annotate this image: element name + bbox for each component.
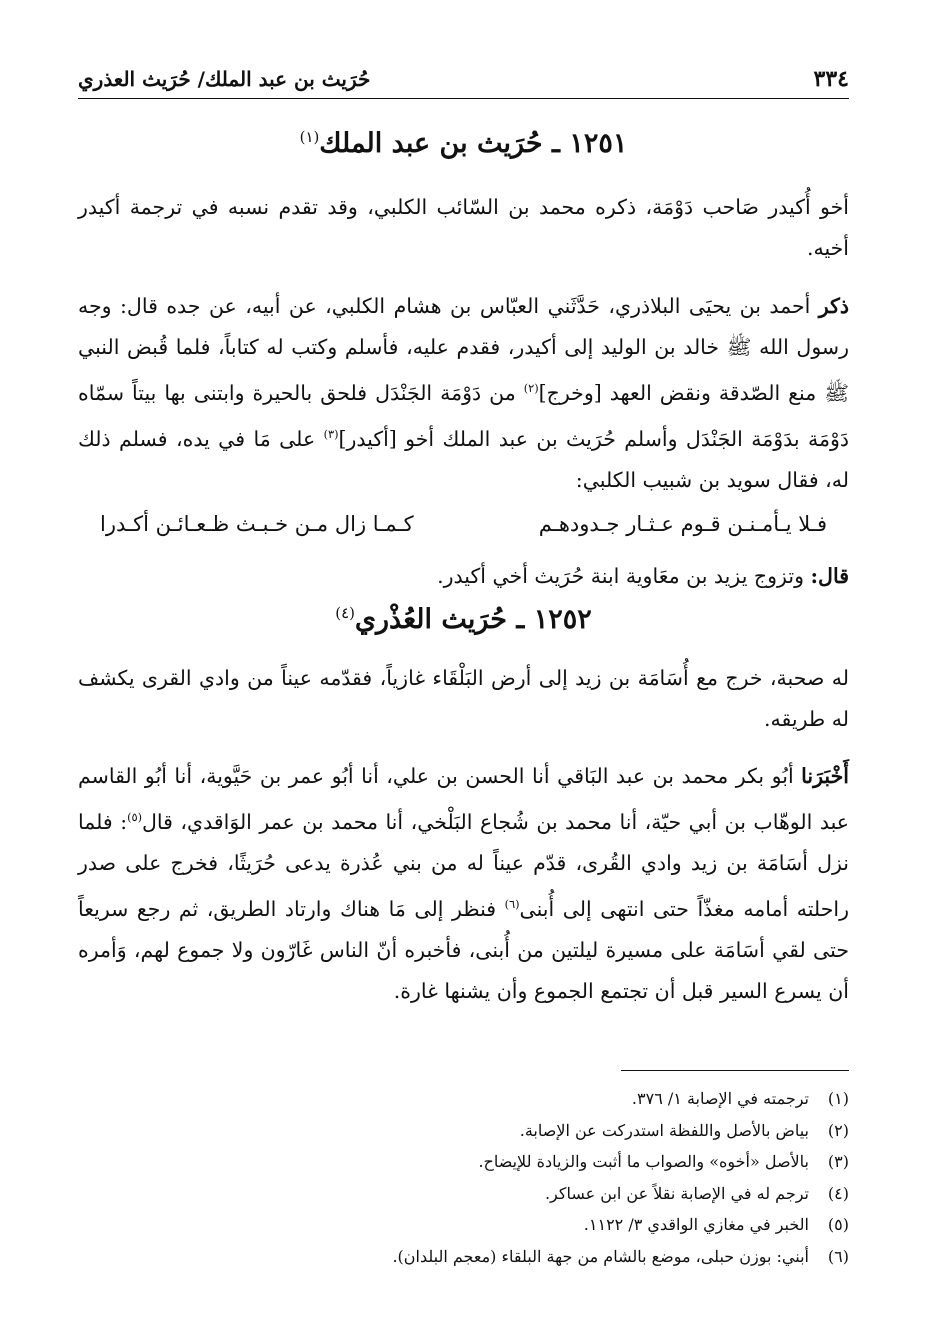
- footnote-text: ترجمته في الإصابة ١/ ٣٧٦.: [631, 1089, 809, 1108]
- footnote-text: الخبر في مغازي الواقدي ٣/ ١١٢٢.: [583, 1215, 809, 1234]
- entry-heading-1252: [78, 604, 849, 635]
- footnote: [78, 1209, 849, 1241]
- paragraph-text: : فلما نزل أسَامَة بن زيد وادي القُرى، قدّم عيناً له من بني عُذرة يدعى حُرَيثًا، فخرج على صدر راحلته أمامه مغذّاً حتى انتهى إلى أُبنى: [78, 809, 849, 921]
- paragraph-text: على مَا في يده، فسلم ذلك له، فقال سويد بن شبيب الكلبي:: [78, 426, 849, 492]
- paragraph-text: وتزوج يزيد بن معَاوية ابنة حُرَيث أخي أكيدر.: [437, 564, 811, 588]
- footnote-text: بالأصل «أخوه» والصواب ما أثبت والزيادة للإيضاح.: [478, 1152, 809, 1171]
- footnote: [78, 1241, 849, 1273]
- footnote-text: أبني: بوزن حبلى، موضع بالشام من جهة البلقاء (معجم البلدان).: [392, 1246, 809, 1266]
- footnote: [78, 1146, 849, 1178]
- paragraph-lead: أَخْبَرَنا: [801, 764, 849, 788]
- paragraph-text: فنظر إلى مَا هناك وارتاد الطريق، ثم رجع سريعاً حتى لقي أسَامَة على مسيرة ليلتين من أُبنى، فأخبره أنّ الناس غَارّون ولا جموع لهم، وَأمره أن يسرع السير قبل أن تجتمع الجموع وأن يشنها غارة.: [78, 896, 849, 1003]
- footnote-text: بياض بالأصل واللفظة استدركت عن الإصابة.: [519, 1120, 809, 1140]
- footnote-ref: (٢): [523, 382, 539, 395]
- footnote-number: (٣): [827, 1152, 849, 1171]
- footnote-ref: (١): [299, 128, 320, 146]
- footnote-divider: [621, 1070, 849, 1071]
- footnote: [78, 1178, 849, 1210]
- paragraph-lead: قال:: [810, 564, 849, 588]
- paragraph: [78, 556, 849, 597]
- verse-second-hemistich: كـمـا زال مـن خـبـث ظـعـائـن أكـدرا: [100, 512, 414, 536]
- footnote-ref: (٥): [127, 811, 142, 824]
- footnote-ref: (٦): [504, 897, 520, 911]
- paragraph: له صحبة، خرج مع أُسَامَة بن زيد إلى أرض البَلْقَاء غازياً، فقدّمه عيناً من وادي القرى يكشف له طريقه.: [78, 666, 849, 731]
- verse: [100, 504, 827, 544]
- page-number: ٣٣٤: [813, 66, 849, 92]
- entry-heading-text: ١٢٥١ ـ حُرَيث بن عبد الملك: [319, 128, 628, 159]
- footnote-number: (٦): [827, 1246, 849, 1266]
- footnote-number: (٥): [827, 1215, 849, 1234]
- entry-heading-text: ١٢٥٢ ـ حُرَيث العُذْري: [354, 604, 592, 635]
- footnote-ref: (٣): [323, 427, 339, 441]
- entry-heading-1251: [78, 128, 849, 159]
- paragraph: [78, 756, 849, 1012]
- footnote: [78, 1083, 849, 1115]
- footnote-number: (١): [827, 1089, 849, 1108]
- paragraph-text: من دَوْمَة الجَنْدَل فلحق بالحيرة وابتنى بها بيتاً سمّاه دَوْمَة بدَوْمَة الجَنْدَل وأسلم حُرَيث بن عبد الملك أخو [أكيدر]: [78, 380, 850, 451]
- footnote-number: (٢): [827, 1120, 849, 1140]
- verse-first-hemistich: فـلا يـأمـنـن قـوم عـثـار جـدودهـم: [538, 512, 827, 536]
- paragraph-text: أبُو بكر محمد بن عبد البَاقي أنا الحسن بن علي، أنا أبُو عمر بن حَيَّوية، أنا أبُو القاسم عبد الوهّاب بن أبي حيّة، أنا محمد بن شُجاع البَلْخي، أنا محمد بن عمر الوَاقدي، قال: [78, 764, 850, 834]
- paragraph: أخو أُكيدر صَاحب دَوْمَة، ذكره محمد بن السّائب الكلبي، وقد تقدم نسبه في ترجمة أكيدر أخيه.: [78, 195, 849, 260]
- paragraph-text: أحمد بن يحيَى البلاذري، حَدَّثَني العبّاس بن هشام الكلبي، عن أبيه، عن جده قال: وجه رسول الله ﷺ خالد بن الوليد إلى أكيدر، فقدم عليه، فأسلم وكتب له كتاباً، فلما قُبض النبي ﷺ منع الصّدقة ونقض العهد [وخرج]: [78, 294, 849, 405]
- paragraph-lead: ذكر: [818, 294, 849, 318]
- running-title: حُرَيث بن عبد الملك/ حُرَيث العذري: [78, 67, 371, 91]
- footnote-ref: (٤): [335, 604, 355, 622]
- footnote-text: ترجم له في الإصابة نقلاً عن ابن عساكر.: [544, 1183, 809, 1203]
- running-header: [78, 60, 849, 99]
- paragraph: [78, 286, 849, 501]
- footnotes: [78, 1083, 849, 1272]
- footnote-number: (٤): [827, 1183, 849, 1203]
- footnote: [78, 1115, 849, 1147]
